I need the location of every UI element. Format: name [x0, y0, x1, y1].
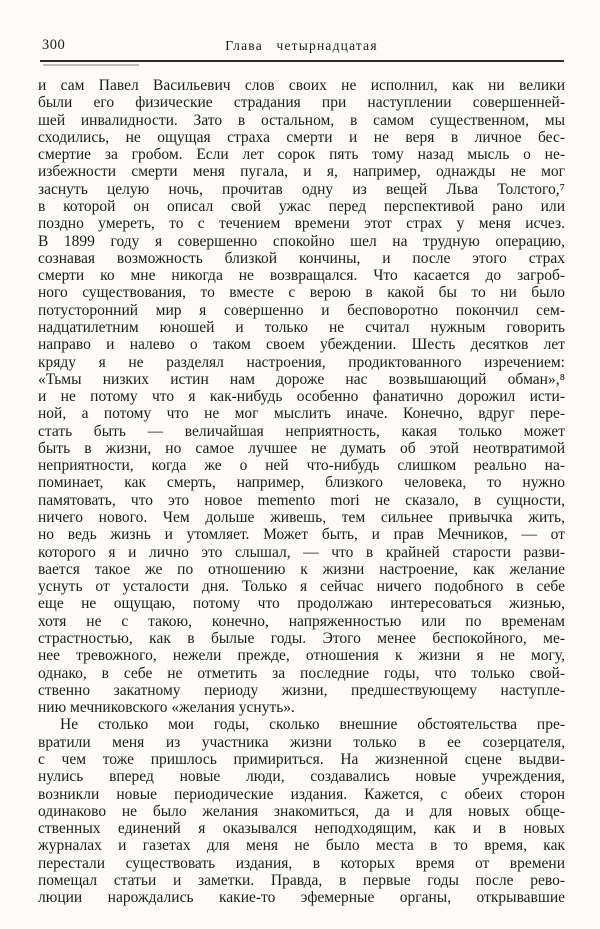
text-line: люции нарождались какие-то эфемерные органы, открывавшие	[38, 889, 565, 907]
text-line: хотя не с такою, конечно, напряженностью или по временам	[38, 612, 565, 630]
text-line: смерти ко мне никогда не возвращался. Что касается до загроб-	[38, 267, 565, 285]
running-chapter-title: Глава четырнадцатая	[225, 38, 378, 53]
text-line: нию мечниковского «желания уснуть».	[38, 699, 295, 717]
page-body-text	[38, 77, 565, 907]
text-line: кряду я не разделял настроения, продиктованного изречением:	[38, 353, 565, 371]
text-line: памятовать, что это новое memento mori не сказало, в сущности,	[38, 491, 565, 509]
text-line: надцатилетним юношей и только не считал нужным говорить	[38, 318, 565, 336]
text-line: ничего нового. Чем дольше живешь, тем сильнее привычка жить,	[38, 509, 565, 527]
text-line: ной, а потому что не мог мыслить иначе. Конечно, вдруг пере-	[38, 405, 565, 423]
text-line: стать быть — величайшая неприятность, какая только может	[38, 422, 565, 440]
text-line: сознавая возможность близкой кончины, и после этого страх	[38, 249, 565, 267]
text-line: нулись вперед новые люди, создавались новые учреждения,	[38, 768, 565, 786]
text-line: ственно закатному периоду жизни, предшествующему наступле-	[38, 681, 565, 699]
text-line: журналах и газетах для меня не было места в то время, как	[38, 837, 565, 855]
text-line: уснуть от усталости дня. Только я сейчас ничего подобного в себе	[38, 578, 565, 596]
text-line: были его физические страдания при наступлении совершенней-	[38, 94, 565, 112]
text-line: с чем тоже пришлось примириться. На жизненной сцене выдви-	[38, 750, 565, 768]
text-line: «Тьмы низких истин нам дороже нас возвышающий обман»,⁸	[38, 370, 565, 388]
text-line: смертие за гробом. Если лет сорок пять тому назад мысль о не-	[38, 146, 565, 164]
text-line: перестали существовать издания, в которых время от времени	[38, 854, 565, 872]
header-divider-scan-artifact	[43, 64, 139, 66]
text-line: и сам Павел Васильевич слов своих не исполнил, как ни велики	[38, 77, 565, 94]
text-line: ного существования, то вместе с верою в какой бы то ни было	[38, 284, 565, 302]
text-line: одинаково не было желания знакомиться, да и для новых обще-	[38, 802, 565, 820]
text-line: шей инвалидности. Зато в остальном, в самом существенном, мы	[38, 111, 565, 129]
text-line: заснуть целую ночь, прочитав одну из вещей Льва Толстого,⁷	[38, 180, 565, 198]
text-line: в которой он описал свой ужас перед перспективой рано или	[38, 197, 565, 215]
text-line: направо и налево о таком своем убеждении. Шесть десятков лет	[38, 336, 565, 354]
text-line: и не потому что я как-нибудь особенно фанатично дорожил исти-	[38, 388, 565, 406]
text-line: потусторонний мир я совершенно и бесповоротно покончил сем-	[38, 301, 565, 319]
text-line: нее тревожного, нежели прежде, отношения к жизни я не могу,	[38, 647, 565, 665]
header-divider-rule	[40, 60, 564, 62]
text-line: быть в жизни, но самое лучшее не думать об этой неотвратимой	[38, 439, 565, 457]
text-line: поминает, как смерть, например, близкого человека, то нужно	[38, 474, 565, 492]
text-line: вается такое же по отношению к жизни настроение, как желание	[38, 560, 565, 578]
text-line: Не столько мои годы, сколько внешние обстоятельства пре-	[60, 716, 565, 734]
text-line: ственных единений я оказывался неподходящим, как и в новых	[38, 820, 565, 838]
text-line: которого я и лично это слышал, — что в крайней старости разви-	[38, 543, 565, 561]
text-line: избежности смерти меня пугала, и я, например, однажды не мог	[38, 163, 565, 181]
text-line: возникли новые периодические издания. Кажется, с обеих сторон	[38, 785, 565, 803]
text-line: страстностью, как в былые годы. Этого менее беспокойного, ме-	[38, 630, 565, 647]
text-line: поздно умереть, то с течением времени этот страх у меня исчез.	[38, 215, 565, 233]
text-line: сходились, не ощущая страха смерти и не веря в личное бес-	[38, 128, 565, 146]
text-line: вратили меня из участника жизни только в ее созерцателя,	[38, 733, 565, 751]
text-line: но ведь жизнь и утомляет. Может быть, и прав Мечников, — от	[38, 526, 565, 544]
text-line: еще не ощущаю, потому что продолжаю интересоваться жизнью,	[38, 595, 565, 613]
text-line: В 1899 году я совершенно спокойно шел на трудную операцию,	[38, 232, 565, 250]
text-line: однако, в себе не отметить за последние годы, что только свой-	[38, 664, 565, 682]
page-number: 300	[42, 37, 66, 53]
text-line: помещал статьи и заметки. Правда, в первые годы после рево-	[38, 871, 565, 889]
text-line: неприятности, когда же о ней что-нибудь слишком реально на-	[38, 457, 565, 475]
